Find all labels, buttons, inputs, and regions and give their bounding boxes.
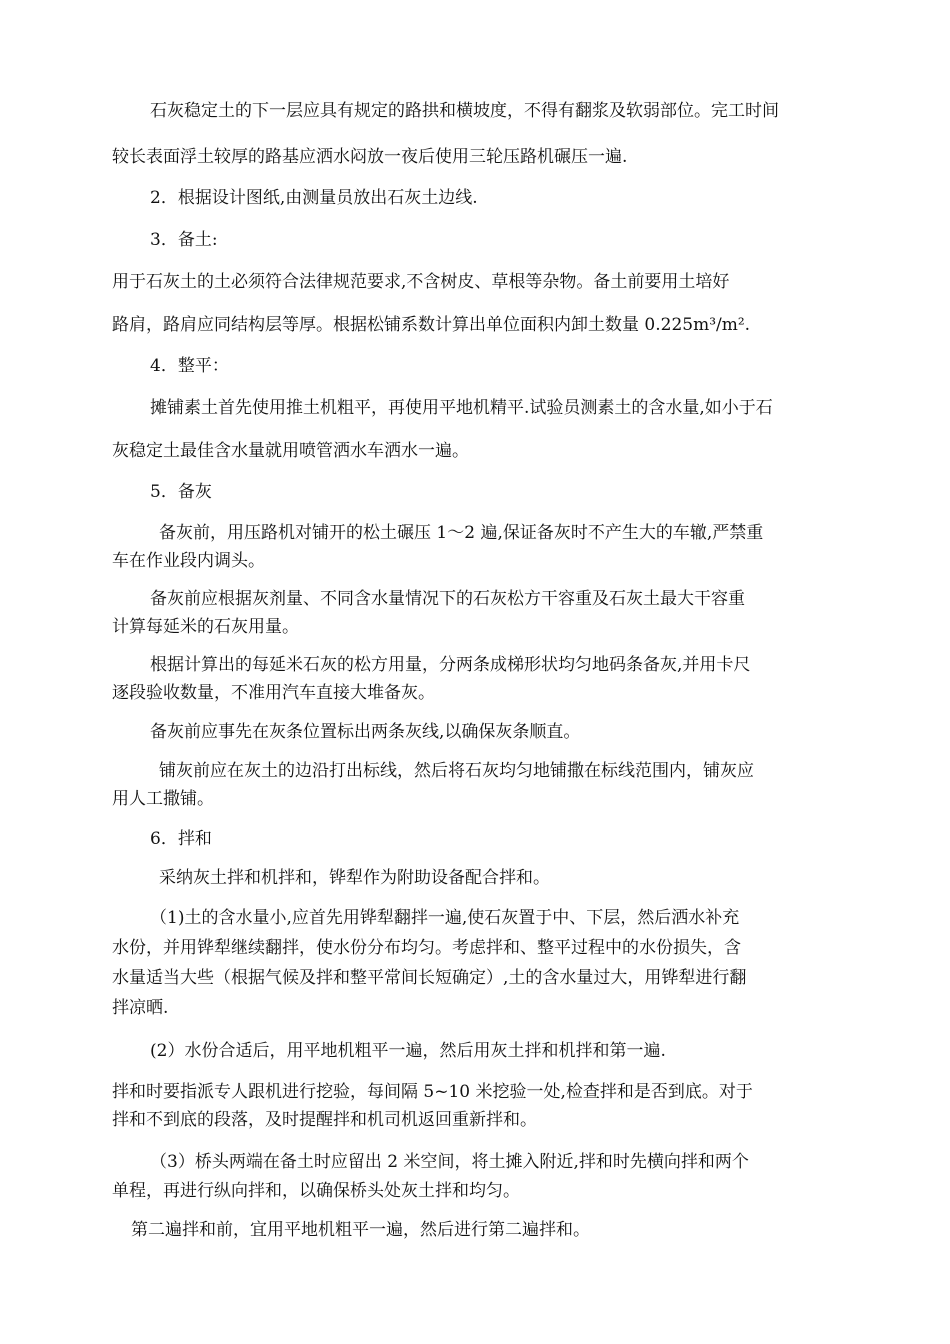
paragraph-line: 水份，并用铧犁继续翻拌，使水份分布均匀。考虑拌和、整平过程中的水份损失，含 [112, 938, 741, 958]
paragraph-line: 根据计算出的每延米石灰的松方用量，分两条成梯形状均匀地码条备灰,并用卡尺 [150, 655, 751, 675]
paragraph-line: 第二遍拌和前，宜用平地机粗平一遍，然后进行第二遍拌和。 [131, 1220, 590, 1240]
paragraph-line: （3）桥头两端在备土时应留出 2 米空间，将土摊入附近,拌和时先横向拌和两个 [150, 1152, 749, 1172]
paragraph-line: 备灰前应根据灰剂量、不同含水量情况下的石灰松方干容重及石灰土最大干容重 [150, 589, 745, 609]
paragraph-line: 摊铺素土首先使用推土机粗平，再使用平地机精平.试验员测素土的含水量,如小于石 [150, 398, 773, 418]
paragraph-line: 较长表面浮土较厚的路基应洒水闷放一夜后使用三轮压路机碾压一遍. [112, 147, 628, 167]
paragraph-line: 用人工撒铺。 [112, 789, 214, 809]
paragraph-line: 铺灰前应在灰土的边沿打出标线，然后将石灰均匀地铺撒在标线范围内，铺灰应 [159, 761, 754, 781]
section-heading: 6．拌和 [150, 829, 212, 849]
paragraph-line: 拌和时要指派专人跟机进行挖验，每间隔 5~10 米挖验一处,检查拌和是否到底。对于 [112, 1082, 753, 1102]
section-heading: 4．整平： [150, 356, 229, 376]
paragraph-line: 采纳灰土拌和机拌和，铧犁作为附助设备配合拌和。 [159, 868, 550, 888]
paragraph-line: 路肩，路肩应同结构层等厚。根据松铺系数计算出单位面积内卸土数量 0.225m³/m². [112, 315, 751, 335]
paragraph-line: 逐段验收数量，不准用汽车直接大堆备灰。 [112, 683, 435, 703]
section-heading: 2．根据设计图纸,由测量员放出石灰土边线. [150, 188, 478, 208]
paragraph-line: 灰稳定土最佳含水量就用喷管洒水车洒水一遍。 [112, 441, 469, 461]
paragraph-line: 车在作业段内调头。 [112, 551, 265, 571]
paragraph-line: 石灰稳定土的下一层应具有规定的路拱和横坡度，不得有翻浆及软弱部位。完工时间 [150, 101, 779, 121]
paragraph-line: 备灰前应事先在灰条位置标出两条灰线,以确保灰条顺直。 [150, 722, 581, 742]
paragraph-line: 备灰前，用压路机对铺开的松土碾压 1～2 遍,保证备灰时不产生大的车辙,严禁重 [159, 523, 764, 543]
paragraph-line: 单程，再进行纵向拌和，以确保桥头处灰土拌和均匀。 [112, 1181, 520, 1201]
section-heading: 5．备灰 [150, 482, 212, 502]
paragraph-line: （1)土的含水量小,应首先用铧犁翻拌一遍,使石灰置于中、下层，然后洒水补充 [150, 908, 740, 928]
paragraph-line: (2）水份合适后，用平地机粗平一遍，然后用灰土拌和机拌和第一遍. [150, 1041, 666, 1061]
paragraph-line: 计算每延米的石灰用量。 [112, 617, 299, 637]
paragraph-line: 拌和不到底的段落，及时提醒拌和机司机返回重新拌和。 [112, 1110, 537, 1130]
paragraph-line: 水量适当大些（根据气候及拌和整平常间长短确定）,土的含水量过大，用铧犁进行翻 [112, 968, 747, 988]
section-heading: 3．备土: [150, 230, 218, 250]
paragraph-line: 用于石灰土的土必须符合法律规范要求,不含树皮、草根等杂物。备土前要用土培好 [112, 272, 730, 292]
paragraph-line: 拌凉晒. [112, 998, 169, 1018]
